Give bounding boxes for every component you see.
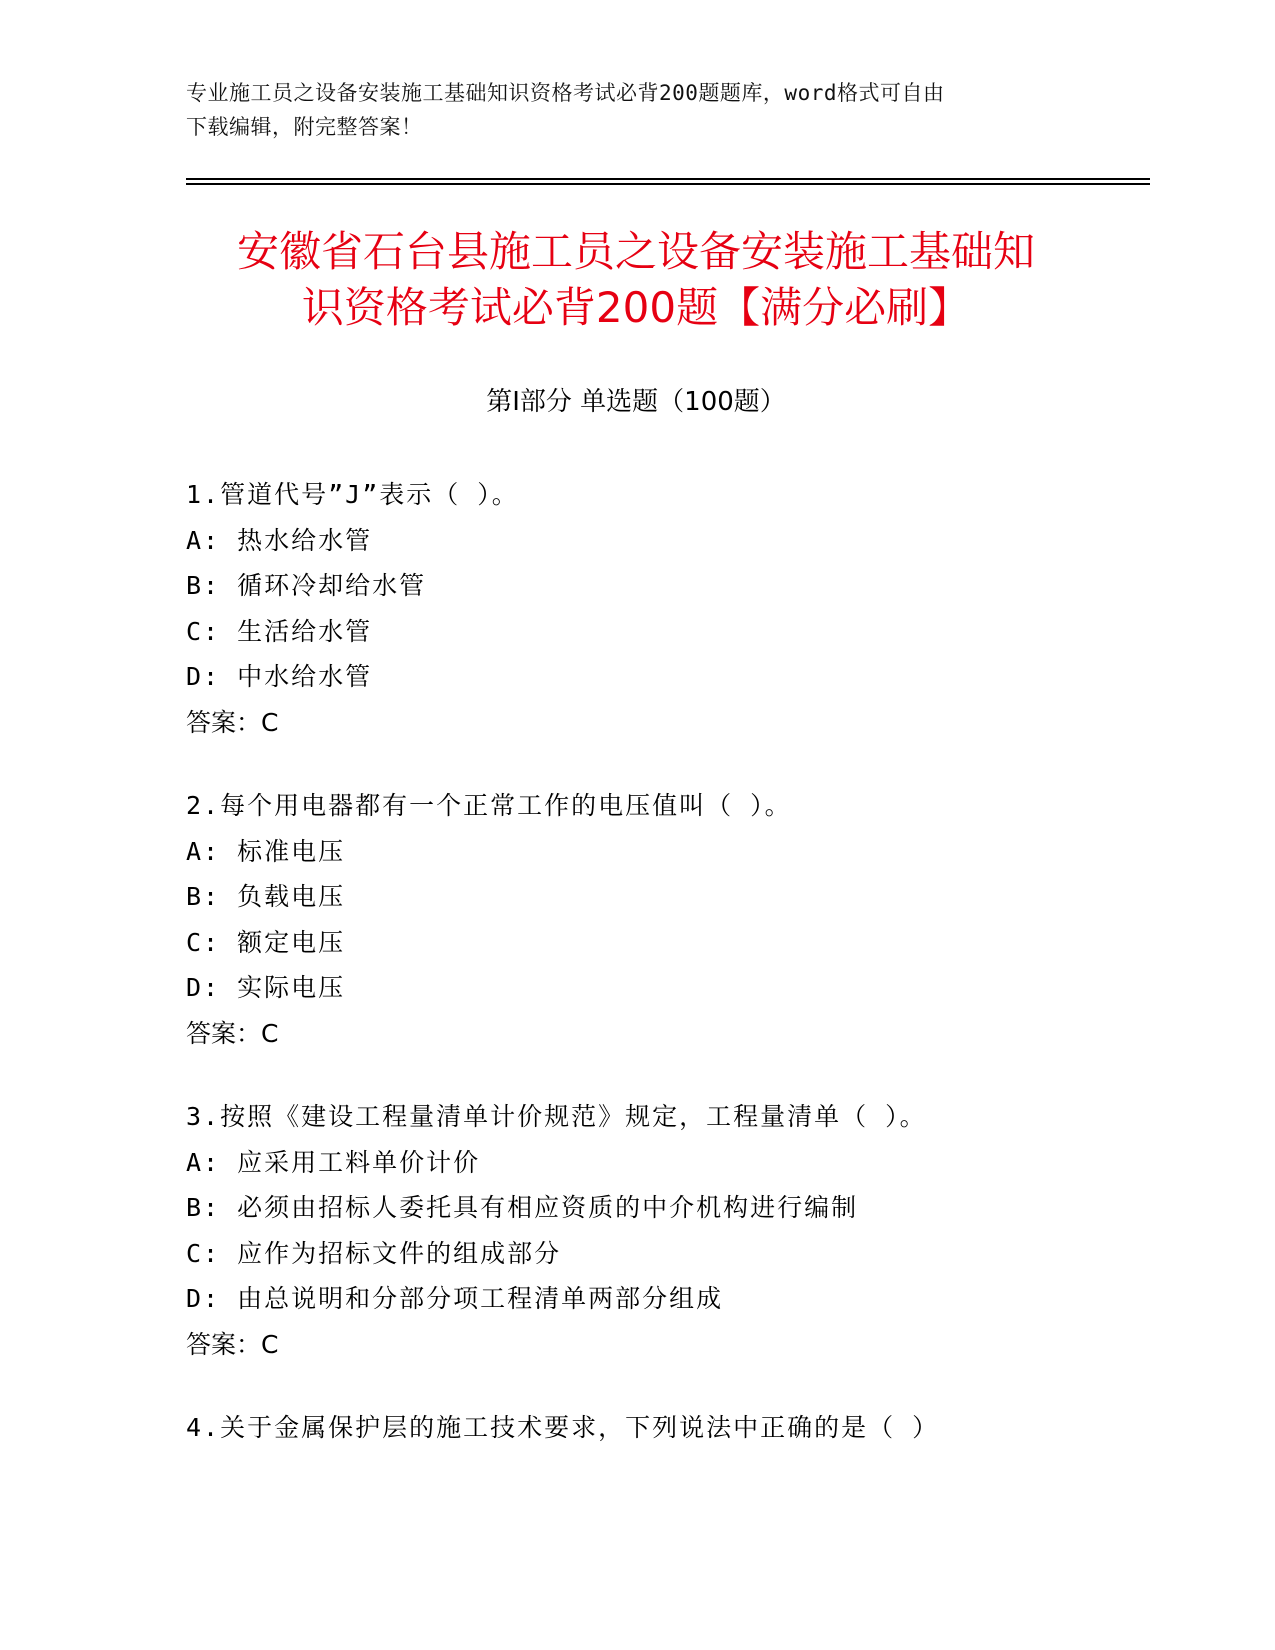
answer: 答案：C [186,707,279,737]
header-note [186,76,1086,144]
answer: 答案：C [186,1018,279,1048]
option-a: A: 应采用工料单价计价 [186,1147,481,1177]
question-stem: 1.管道代号”J”表示（ ）。 [186,480,519,509]
header-note-line-2: 下载编辑，附完整答案！ [186,115,423,139]
question-3 [186,1094,1150,1367]
document-title-line-2: 识资格考试必背200题【满分必刷】 [301,283,971,332]
option-d: D: 由总说明和分部分项工程清单两部分组成 [186,1284,724,1313]
header-note-line-1: 专业施工员之设备安装施工基础知识资格考试必背200题题库，word格式可自由 [186,81,945,105]
question-4 [186,1405,1150,1451]
option-c: C: 应作为招标文件的组成部分 [186,1238,562,1268]
option-c: C: 额定电压 [186,927,346,957]
question-stem: 4.关于金属保护层的施工技术要求，下列说法中正确的是（ ） [186,1413,940,1442]
header-divider-bottom [186,183,1150,185]
option-a: A: 热水给水管 [186,525,373,555]
question-1 [186,472,1150,745]
option-d: D: 中水给水管 [186,662,373,691]
option-b: B: 必须由招标人委托具有相应资质的中介机构进行编制 [186,1193,859,1222]
option-b: B: 循环冷却给水管 [186,571,427,600]
section-title: 第Ⅰ部分 单选题（100题） [486,387,786,417]
header-divider-top [186,178,1150,180]
answer: 答案：C [186,1329,279,1359]
option-a: A: 标准电压 [186,836,346,866]
option-b: B: 负载电压 [186,882,346,911]
question-list [186,472,1150,1489]
option-d: D: 实际电压 [186,973,346,1002]
option-c: C: 生活给水管 [186,616,373,646]
question-stem: 3.按照《建设工程量清单计价规范》规定，工程量清单（ ）。 [186,1102,927,1131]
question-2 [186,783,1150,1056]
question-stem: 2.每个用电器都有一个正常工作的电压值叫（ ）。 [186,791,792,820]
document-title-line-1: 安徽省石台县施工员之设备安装施工基础知 [236,227,1035,276]
document-title [186,224,1086,336]
